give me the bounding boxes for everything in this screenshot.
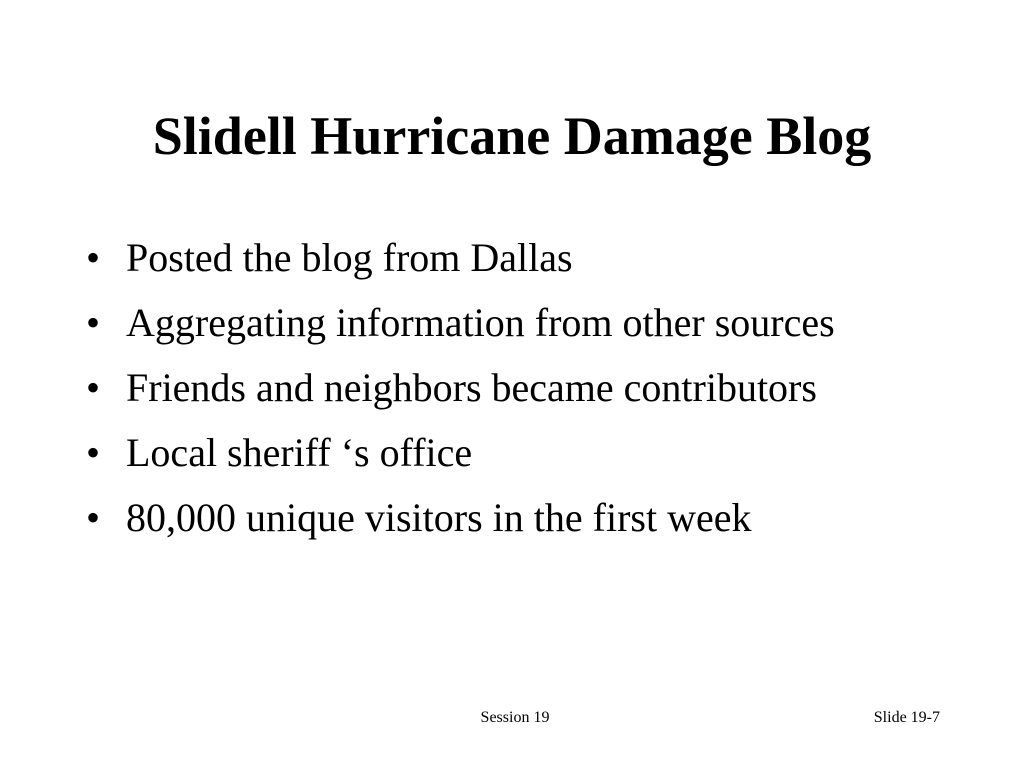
slide-title: Slidell Hurricane Damage Blog [152,106,872,166]
bullet-text: Posted the blog from Dallas [126,235,573,280]
bullet-dot-icon: • [86,365,101,410]
bullet-item [86,295,986,360]
bullet-item [86,360,986,425]
bullet-item [86,490,986,555]
bullet-dot-icon: • [86,300,101,345]
bullet-text: Local sheriff ‘s office [126,430,473,475]
bullet-dot-icon: • [86,430,101,475]
bullet-dot-icon: • [86,495,101,540]
bullet-item [86,230,986,295]
footer-slide-number: Slide 19-7 [873,709,940,726]
bullet-text: Friends and neighbors became contributors [126,365,817,410]
bullet-text: Aggregating information from other sources [126,300,835,345]
bullet-dot-icon: • [86,235,101,280]
bullet-item [86,425,986,490]
footer-session: Session 19 [480,709,550,726]
bullet-text: 80,000 unique visitors in the first week [126,495,752,540]
bullet-list [86,230,986,555]
